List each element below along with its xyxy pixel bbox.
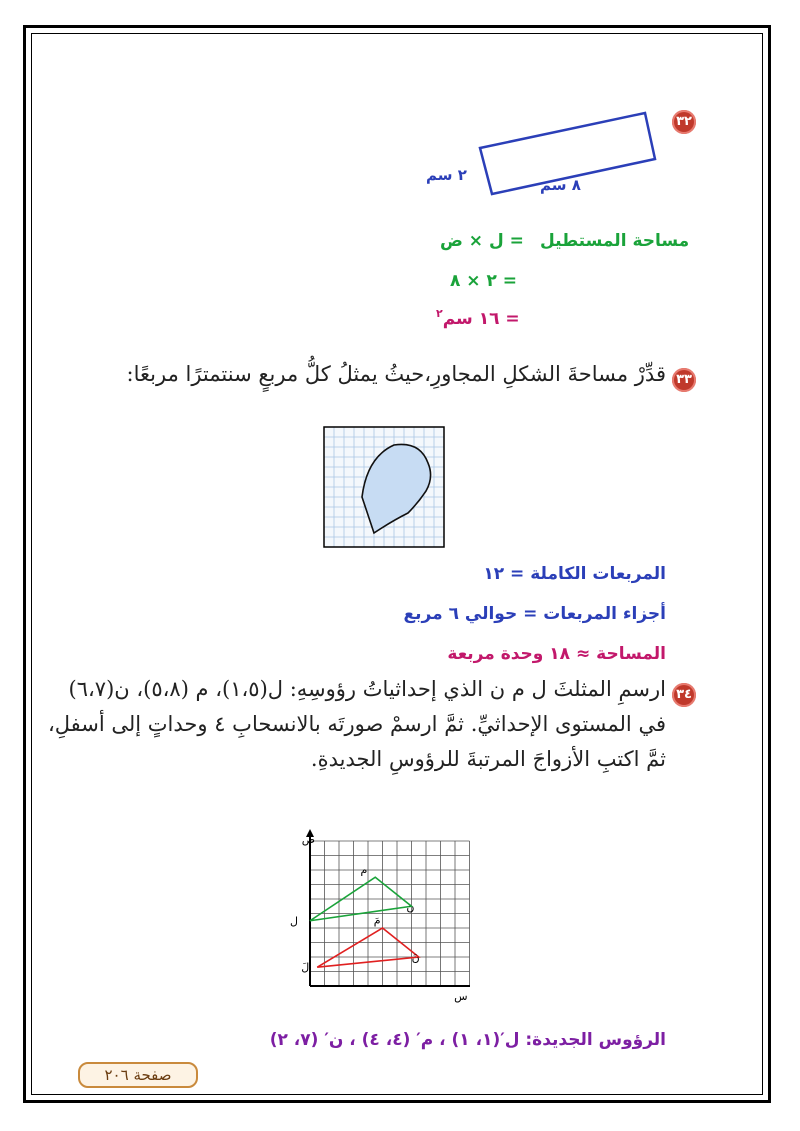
vertex-label-N: ن bbox=[406, 900, 415, 914]
vertex-label-L-prime: لَ bbox=[301, 961, 310, 975]
full-squares-count: المربعات الكاملة = ١٢ bbox=[483, 564, 666, 584]
vertex-label-M-prime: مَ bbox=[373, 914, 381, 927]
question-34-line-2: في المستوى الإحداثيِّ. ثمَّ ارسمْ صورتَه بالانسحابِ ٤ وحداتٍ إلى أسفلِ، bbox=[47, 712, 666, 736]
vertex-label-M: م bbox=[360, 863, 368, 877]
new-vertices-answer: الرؤوس الجديدة: ل′(١، ١) ، م′ (٤، ٤) ، ن′ (٧، ٢) bbox=[269, 1030, 666, 1050]
formula-step-1: = ٢ × ٨ bbox=[450, 271, 518, 291]
formula-expression: = ل × ض bbox=[440, 231, 524, 251]
area-grid-figure bbox=[322, 425, 446, 549]
question-33-text: قدِّرْ مساحةَ الشكلِ المجاورِ،حيثُ يمثلُ كلُّ مربعٍ سنتمترًا مربعًا: bbox=[126, 362, 666, 386]
rect-width-label: ٢ سم bbox=[426, 166, 467, 184]
vertex-label-N-prime: نَ bbox=[411, 951, 420, 964]
question-number-32: ٣٢ bbox=[672, 110, 696, 134]
rect-length-label: ٨ سم bbox=[540, 176, 581, 194]
question-34-line-1: ارسمِ المثلثَ ل م ن الذي إحداثياتُ رؤوسِهِ: ل(١،٥)، م (٥،٨)، ن(٦،٧) bbox=[68, 677, 666, 701]
y-axis-label: ص bbox=[301, 833, 315, 846]
question-number-33: ٣٣ bbox=[672, 368, 696, 392]
question-number-34: ٣٤ bbox=[672, 683, 696, 707]
question-34-line-3: ثمَّ اكتبِ الأزواجَ المرتبةَ للرؤوسِ الجديدةِ. bbox=[310, 747, 666, 771]
page-number-badge: صفحة ٢٠٦ bbox=[78, 1062, 198, 1088]
coordinate-plane-figure bbox=[290, 828, 470, 1008]
estimated-area: المساحة ≈ ١٨ وحدة مربعة bbox=[447, 644, 666, 664]
formula-label: مساحة المستطيل bbox=[540, 231, 690, 251]
formula-result-value: = ١٦ سم bbox=[442, 309, 520, 329]
vertex-label-L: ل bbox=[290, 914, 298, 928]
partial-squares-count: أجزاء المربعات = حوالي ٦ مربع bbox=[403, 604, 666, 624]
formula-result-exponent: ٢ bbox=[436, 307, 443, 320]
x-axis-label: س bbox=[454, 990, 468, 1003]
formula-result bbox=[436, 309, 520, 329]
